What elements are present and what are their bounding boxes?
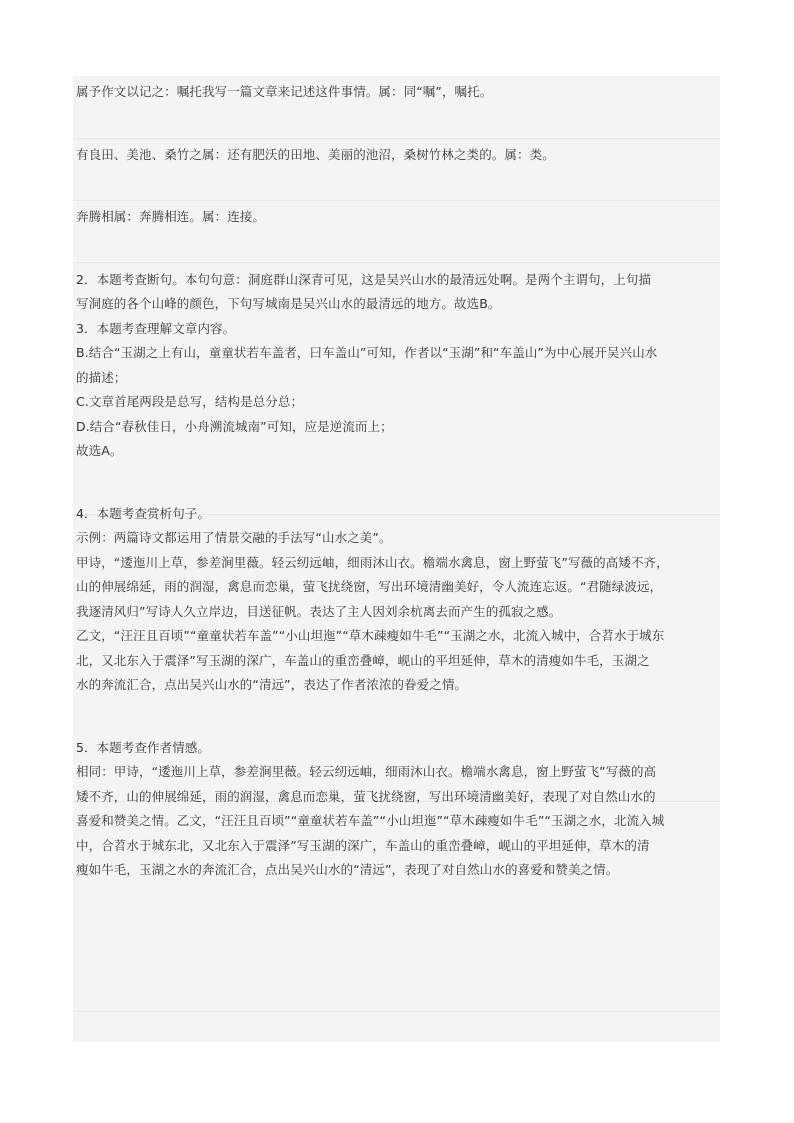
paragraph-line: 示例：两篇诗文都运用了情景交融的手法写“山水之美”。 bbox=[76, 530, 392, 545]
divider bbox=[73, 1011, 720, 1012]
paragraph-line: 写洞庭的各个山峰的颜色，下句写城南是吴兴山水的最清远的地方。故选B。 bbox=[76, 296, 501, 311]
paragraph-line: C.文章首尾两段是总写，结构是总分总； bbox=[76, 394, 304, 409]
paragraph-line: 喜爱和赞美之情。乙文，“汪汪且百顷”“童童状若车盖”“小山坦迤”“草木疎瘦如牛毛”“玉湖之水，北流入城 bbox=[76, 813, 665, 828]
paragraph-line: 的描述； bbox=[76, 369, 127, 385]
paragraph-line: 故选A。 bbox=[76, 443, 123, 458]
paragraph-line: 我逐清风归”写诗人久立岸边，目送征帆。表达了主人因刘余杭离去而产生的孤寂之感。 bbox=[76, 603, 562, 619]
paragraph-line: 水的奔流汇合，点出吴兴山水的“清远”，表达了作者浓浓的眷爱之情。 bbox=[76, 677, 468, 692]
paragraph-line: 2．本题考查断句。本句句意：洞庭群山深青可见，这是吴兴山水的最清远处啊。是两个主谓句，上句描 bbox=[76, 271, 652, 287]
section-3-comprehension bbox=[76, 317, 716, 502]
paragraph-line: D.结合“春秋佳日，小舟溯流城南”可知，应是逆流而上； bbox=[76, 418, 393, 434]
paragraph-line: 山的伸展绵延，雨的润湿，禽息而恋巢，萤飞扰绕窗，写出环境清幽美好，令人流连忘返。“君随绿波远， bbox=[76, 579, 663, 594]
paragraph-line: 相同：甲诗，“逶迤川上草，参差涧里薇。轻云纫远岫，细雨沐山衣。檐端水禽息，窗上野萤飞”写薇的高 bbox=[76, 764, 657, 779]
paragraph-line: 属予作文以记之：嘱托我写一篇文章来记述这件事情。属：同“嘱”，嘱托。 bbox=[76, 84, 493, 99]
paragraph-line: 奔腾相属：奔腾相连。属：连接。 bbox=[76, 209, 266, 224]
section-2-sentence-break bbox=[76, 268, 716, 317]
paragraph-line: 瘦如牛毛，玉湖之水的奔流汇合，点出吴兴山水的“清远”，表现了对自然山水的喜爱和赞美之情。 bbox=[76, 862, 619, 877]
paragraph-line: 5．本题考查作者情感。 bbox=[76, 739, 211, 755]
section-5-author-emotion bbox=[76, 736, 716, 883]
section-1-definitions bbox=[76, 80, 716, 268]
answer-content bbox=[76, 80, 716, 883]
paragraph-line: 北，又北东入于震泽”写玉湖的深广，车盖山的重峦叠嶂，岘山的平坦延伸，草木的清瘦如牛毛，玉湖之 bbox=[76, 652, 650, 668]
paragraph-line: 甲诗，“逶迤川上草，参差涧里薇。轻云纫远岫，细雨沐山衣。檐端水禽息，窗上野萤飞”写薇的高矮不齐， bbox=[76, 554, 669, 570]
section-4-appreciation bbox=[76, 502, 716, 736]
paragraph-line: 有良田、美池、桑竹之属：还有肥沃的田地、美丽的池沼，桑树竹林之类的。属：类。 bbox=[76, 146, 555, 162]
paragraph-line: 乙文，“汪汪且百顷”“童童状若车盖”“小山坦迤”“草木疎瘦如牛毛”“玉湖之水，北流入城中，合苕水于城东 bbox=[76, 628, 665, 643]
paragraph-line: B.结合“玉湖之上有山，童童状若车盖者，曰车盖山”可知，作者以“玉湖”和“车盖山”为中心展开吴兴山水 bbox=[76, 345, 658, 360]
paragraph-line: 4．本题考查赏析句子。 bbox=[76, 505, 211, 521]
paragraph-line: 中，合苕水于城东北，又北东入于震泽”写玉湖的深广，车盖山的重峦叠嶂，岘山的平坦延伸，草木的清 bbox=[76, 837, 650, 853]
paragraph-line: 3．本题考查理解文章内容。 bbox=[76, 320, 236, 336]
paragraph-line: 矮不齐，山的伸展绵延，雨的润湿，禽息而恋巢，萤飞扰绕窗，写出环境清幽美好，表现了对自然山水的 bbox=[76, 788, 656, 804]
